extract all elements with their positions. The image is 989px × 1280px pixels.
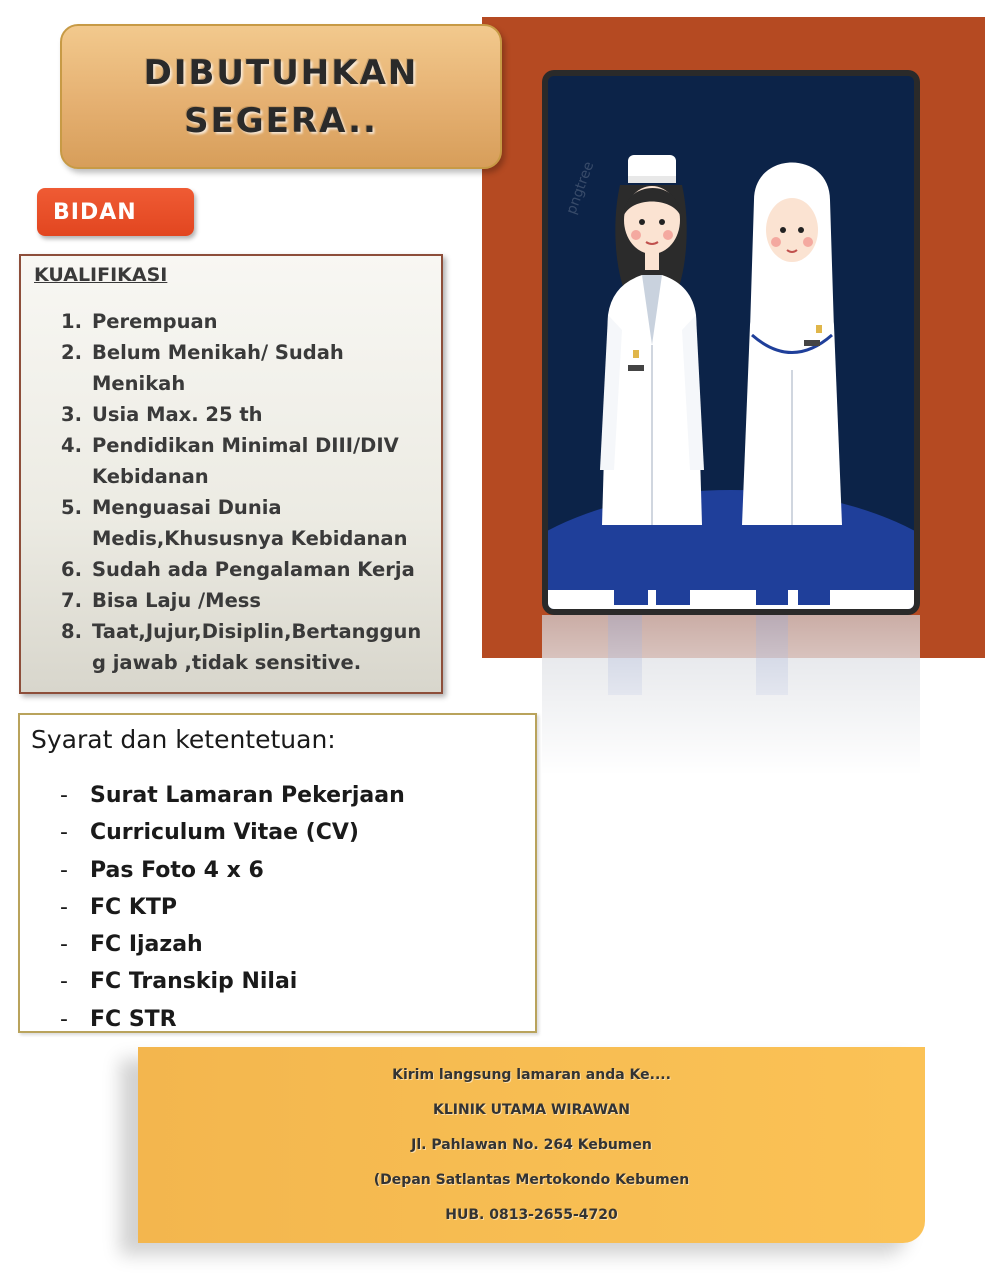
nurses-illustration [542,70,920,615]
list-item: - Surat Lamaran Pekerjaan [60,783,405,808]
contact-intro: Kirim langsung lamaran anda Ke.... [392,1066,671,1083]
list-item: - Curriculum Vitae (CV) [60,820,359,846]
requirements-panel [18,713,537,1033]
list-item: - FC STR [60,1006,177,1032]
headline-line-1: DIBUTUHKAN [143,52,419,93]
requirements-list [60,777,405,1038]
position-badge: BIDAN [37,188,194,236]
list-item: - FC KTP [60,894,178,920]
list-item: 1. Perempuan [61,310,218,333]
illustration-reflection [542,615,920,775]
list-item: - FC Ijazah [60,932,203,958]
list-item: - FC Transkip Nilai [60,969,298,995]
watermark-text: pngtree [563,159,598,217]
list-item: 7. Bisa Laju /Mess [61,589,262,612]
qualifications-panel [19,254,443,694]
clinic-landmark: (Depan Satlantas Mertokondo Kebumen [373,1171,690,1188]
list-item: 2. Belum Menikah/ Sudah Menikah [61,341,344,395]
headline-banner [60,24,502,169]
contact-panel [138,1047,925,1243]
list-item: 6. Sudah ada Pengalaman Kerja [61,558,415,581]
clinic-address: Jl. Pahlawan No. 264 Kebumen [411,1136,652,1153]
contact-phone: HUB. 0813-2655-4720 [445,1206,618,1223]
list-item: 4. Pendidikan Minimal DIII/DIV Kebidanan [61,434,399,488]
clinic-name: KLINIK UTAMA WIRAWAN [433,1101,630,1118]
requirements-heading: Syarat dan ketentetuan: [31,725,336,754]
qualifications-heading: KUALIFIKASI [34,264,168,286]
list-item: 5. Menguasai Dunia Medis,Khususnya Kebidanan [61,496,408,550]
list-item: - Pas Foto 4 x 6 [60,857,264,883]
headline-line-2: SEGERA.. [184,100,378,141]
list-item: 8. Taat,Jujur,Disiplin,Bertanggun g jawab ,tidak sensitive. [61,620,422,674]
list-item: 3. Usia Max. 25 th [61,403,263,426]
qualifications-list [61,306,437,678]
